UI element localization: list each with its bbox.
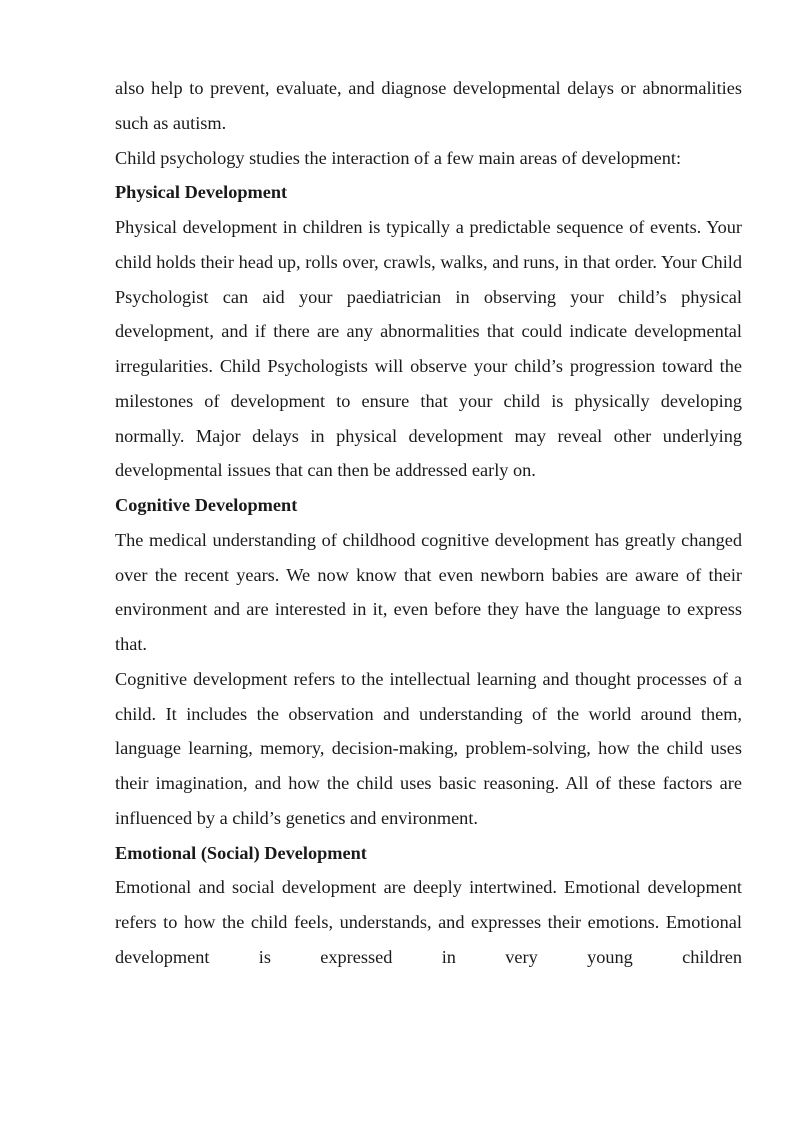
intro-paragraph: also help to prevent, evaluate, and diagnose developmental delays or abnormalities such as autism. [115, 78, 742, 133]
physical-development-paragraph: Physical development in children is typically a predictable sequence of events. Your child holds their head up, rolls over, crawls, walks, and runs, in that order. Your Child Psychologist can aid your paediatrician in observing your child’s physical development, and if there are any abnormalities that could indicate developmental irregularities. Child Psychologists will observe your child’s progression toward the milestones of development to ensure that your child is physically developing normally. Major delays in physical development may reveal other underlying developmental issues that can then be addressed early on. [115, 217, 742, 481]
heading-physical-development: Physical Development [115, 182, 288, 203]
document-body [115, 71, 742, 975]
heading-cognitive-development: Cognitive Development [115, 495, 298, 515]
cognitive-development-paragraph-2: Cognitive development refers to the intellectual learning and thought processes of a child. It includes the observation and understanding of the world around them, language learning, memory, decision-making, problem-solving, how the child uses their imagination, and how the child uses basic reasoning. All of these factors are influenced by a child’s genetics and environment. [115, 668, 742, 828]
areas-intro-paragraph: Child psychology studies the interaction of a few main areas of development: [115, 147, 682, 168]
emotional-development-paragraph: Emotional and social development are deeply intertwined. Emotional development refers to how the child feels, understands, and expresses their emotions. Emotional development is expressed in very young children [115, 877, 742, 967]
cognitive-development-paragraph-1: The medical understanding of childhood cognitive development has greatly changed over the recent years. We now know that even newborn babies are aware of their environment and are interested in it, even before they have the language to express that. [115, 529, 742, 654]
heading-emotional-development: Emotional (Social) Development [115, 842, 367, 863]
